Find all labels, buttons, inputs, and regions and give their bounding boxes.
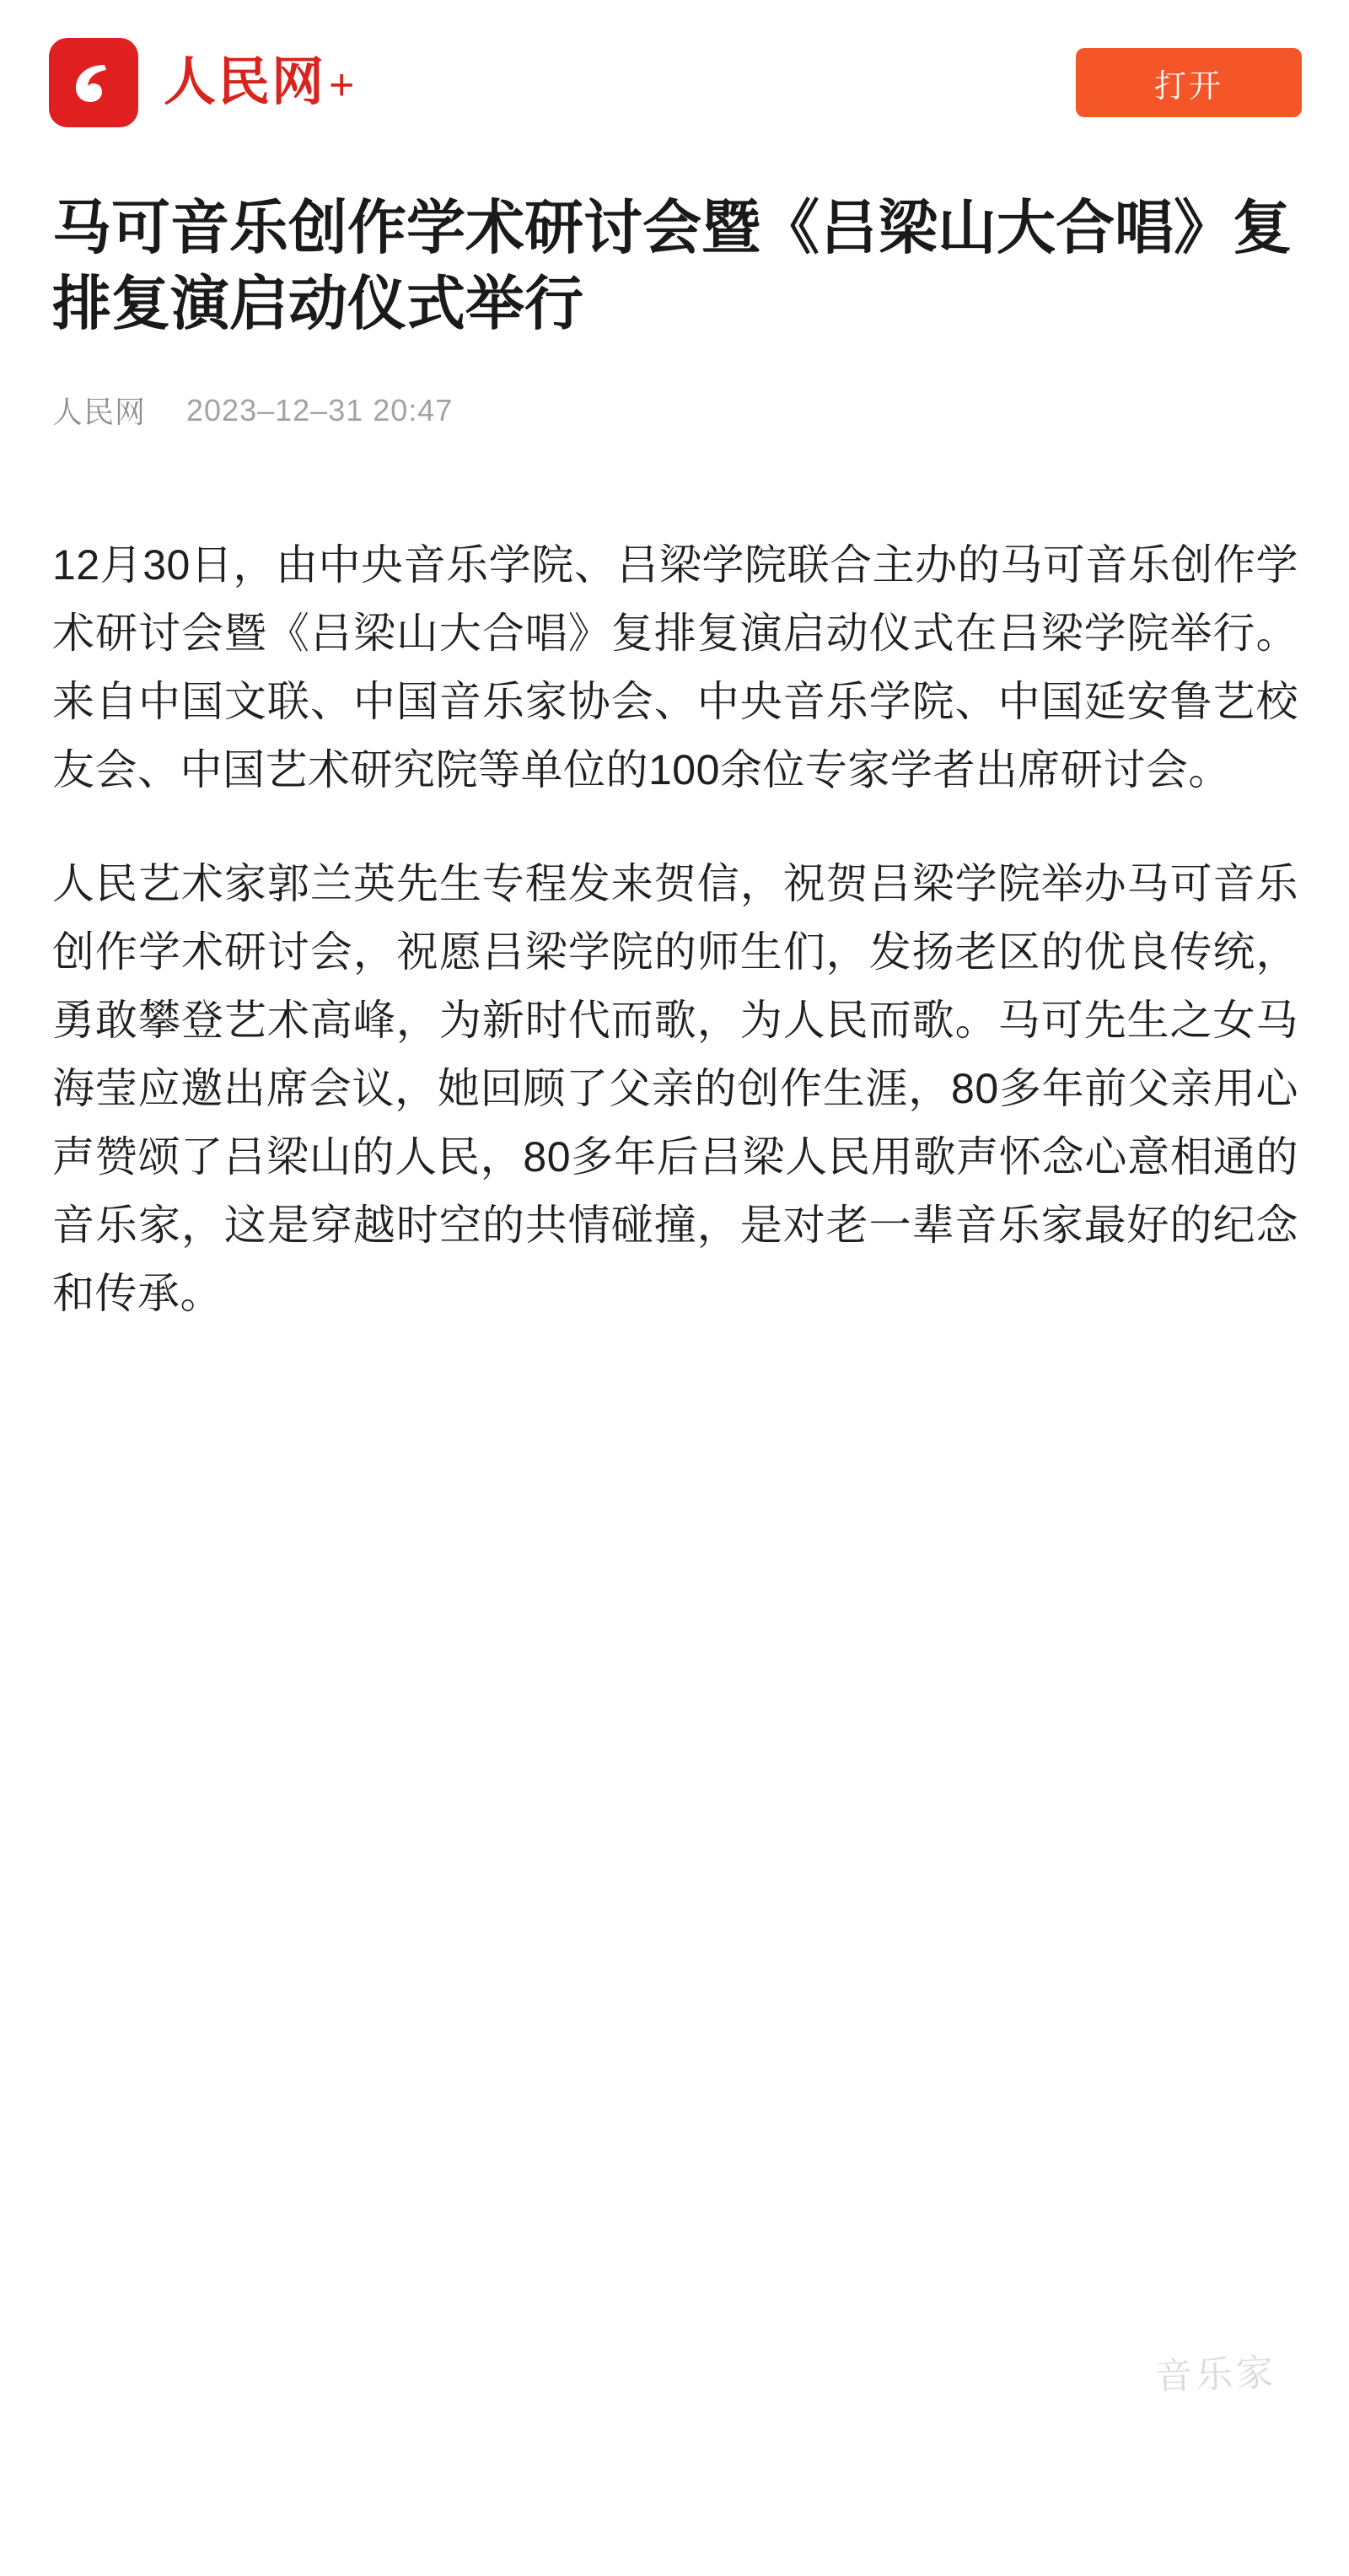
app-header <box>0 0 1349 165</box>
brand-block[interactable] <box>49 38 354 127</box>
article-paragraph: 人民艺术家郭兰英先生专程发来贺信，祝贺吕梁学院举办马可音乐创作学术研讨会，祝愿吕梁学院的师生们，发扬老区的优良传统，勇敢攀登艺术高峰，为新时代而歌，为人民而歌。马可先生之女马海莹应邀出席会议，她回顾了父亲的创作生涯，80多年前父亲用心声赞颂了吕梁山的人民，80多年后吕梁人民用歌声怀念心意相通的音乐家，这是穿越时空的共情碰撞，是对老一辈音乐家最好的纪念和传承。 <box>52 860 1298 1318</box>
brand-plus: + <box>329 61 355 110</box>
renminwang-logo-icon <box>49 38 138 127</box>
page-title: 马可音乐创作学术研讨会暨《吕梁山大合唱》复排复演启动仪式举行 <box>52 195 1292 336</box>
article-meta <box>52 389 1298 432</box>
article-source: 人民网 <box>52 395 147 430</box>
article-body <box>52 531 1298 1328</box>
article-container <box>0 191 1349 1396</box>
watermark-text: 音乐家 <box>1154 2352 1277 2398</box>
brand-text <box>164 56 354 109</box>
article-datetime: 2023–12–31 20:47 <box>186 392 454 428</box>
brand-name: 人民网 <box>164 54 326 111</box>
open-app-button[interactable]: 打开 <box>1076 48 1302 117</box>
article-paragraph: 12月30日，由中央音乐学院、吕梁学院联合主办的马可音乐创作学术研讨会暨《吕梁山大合唱》复排复演启动仪式在吕梁学院举行。来自中国文联、中国音乐家协会、中央音乐学院、中国延安鲁艺校友会、中国艺术研究院等单位的100余位专家学者出席研讨会。 <box>52 541 1298 794</box>
